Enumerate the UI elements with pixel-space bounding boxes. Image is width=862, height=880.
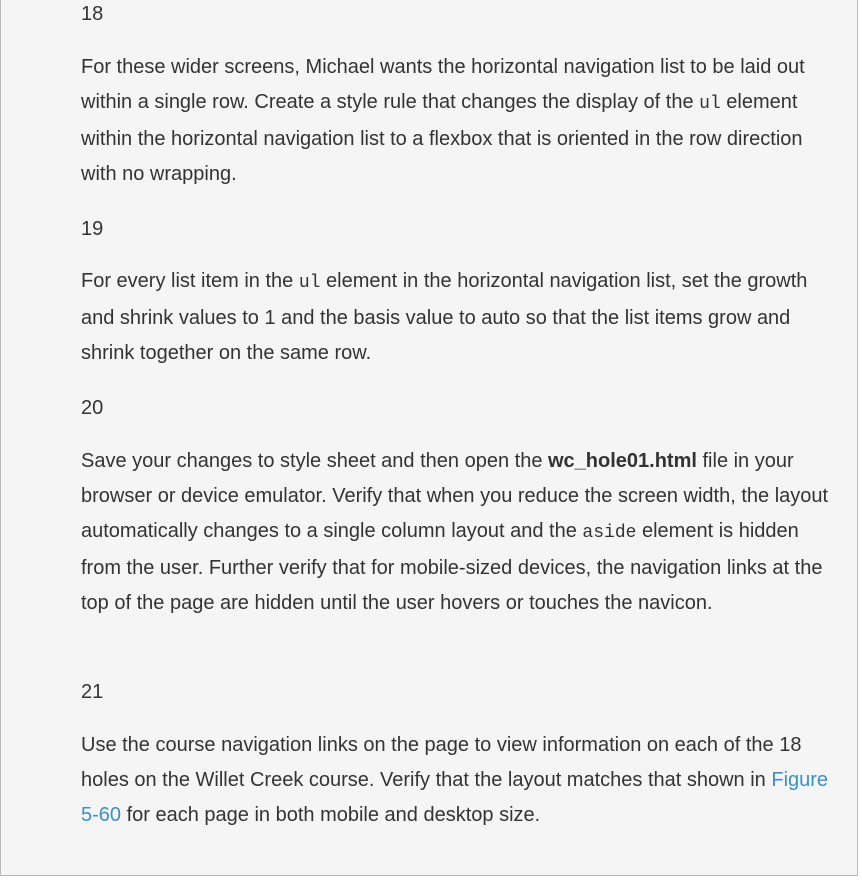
step-number-20: 20: [81, 397, 104, 419]
step-text-18: [81, 50, 843, 192]
code-ul: ul: [298, 273, 321, 293]
step-20-text-a: Save your changes to style sheet and then open the: [81, 450, 548, 472]
step-text-20: [81, 444, 843, 621]
filename-wc-hole01: wc_hole01.html: [548, 450, 697, 472]
step-18-text-a: For these wider screens, Michael wants the horizontal navigation list to be laid out within a single row. Create a style rule that changes the display of the: [81, 56, 805, 113]
step-19-text-a: For every list item in the: [81, 270, 299, 292]
step-number-19: 19: [81, 218, 104, 240]
step-21-text-a: Use the course navigation links on the page to view information on each of the 18 holes on the Willet Creek course. Verify that the layout matches that shown in: [81, 734, 802, 791]
code-aside: aside: [582, 523, 637, 543]
step-20-text-c: element is hidden from the user. Further verify that for mobile-sized devices, the navigation links at the top of the page are hidden until the user hovers or touches the navicon.: [81, 520, 823, 614]
step-18-text-b: element within the horizontal navigation list to a flexbox that is oriented in the row direction with no wrapping.: [81, 91, 803, 185]
step-number-21: 21: [81, 681, 104, 703]
step-text-21: [81, 728, 843, 833]
code-ul: ul: [699, 94, 721, 114]
step-20-text-b: file in your browser or device emulator. Verify that when you reduce the screen width, the layout automatically changes to a single column layout and the: [81, 450, 829, 542]
step-text-19: [81, 264, 843, 371]
step-19-text-b: element in the horizontal navigation list, set the growth and shrink values to 1 and the basis value to auto so that the list items grow and shrink together on the same row.: [81, 270, 808, 364]
step-21-text-b: for each page in both mobile and desktop size.: [121, 804, 541, 826]
step-number-18: 18: [81, 3, 104, 25]
figure-5-60-link[interactable]: Figure 5-60: [81, 769, 829, 826]
